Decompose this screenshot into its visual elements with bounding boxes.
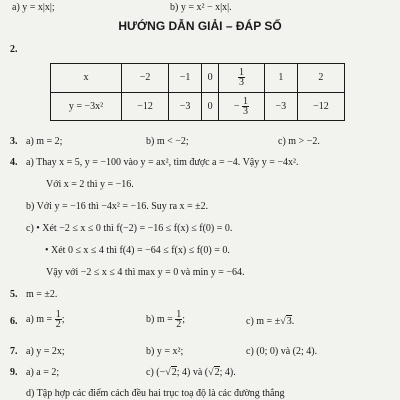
answer-7c: c) (0; 0) và (2; 4). bbox=[246, 346, 318, 357]
answer-5-number: 5. bbox=[10, 289, 18, 300]
table-cell: 1 bbox=[264, 64, 297, 93]
section-title: HƯỚNG DẪN GIẢI – ĐÁP SỐ bbox=[118, 19, 282, 33]
answer-9c: c) (−√2; 4) và (√2; 4). bbox=[146, 367, 236, 378]
answer-6-number: 6. bbox=[10, 316, 18, 327]
answer-5: m = ±2. bbox=[26, 289, 58, 300]
answer-4c-line2: • Xét 0 ≤ x ≤ 4 thì f(4) = −64 ≤ f(x) ≤ f(0) = 0. bbox=[45, 245, 230, 256]
table-cell: − $\frac{1}{3}$ bbox=[219, 92, 265, 121]
answer-3-number: 3. bbox=[10, 136, 18, 147]
answer-6c: c) m = ±√3. bbox=[246, 316, 295, 327]
table-cell: 2 bbox=[297, 64, 344, 93]
answer-7b: b) y = x²; bbox=[146, 346, 184, 357]
table-cell: −1 bbox=[169, 64, 202, 93]
answer-4-number: 4. bbox=[10, 157, 18, 168]
answer-4a-line2: Với x = 2 thì y = −16. bbox=[46, 179, 134, 190]
answer-6b: b) m = $\frac{1}{2}$ ; bbox=[146, 309, 186, 330]
table-cell: 0 bbox=[202, 92, 219, 121]
answer-7-number: 7. bbox=[10, 346, 18, 357]
table-row-x bbox=[51, 64, 345, 93]
answer-3c: c) m > −2. bbox=[278, 136, 320, 147]
sqrt-symbol: √ bbox=[280, 316, 286, 327]
table-cell: −3 bbox=[169, 92, 202, 121]
exercise-a-expression: a) y = x|x|; bbox=[12, 2, 55, 13]
answer-4a-line1: a) Thay x = 5, y = −100 vào y = ax², tìm được a = −4. Vậy y = −4x². bbox=[26, 157, 299, 168]
table-cell: −2 bbox=[122, 64, 169, 93]
answer-4c-line3: Vậy với −2 ≤ x ≤ 4 thì max y = 0 và min y = −64. bbox=[46, 267, 245, 278]
table-cell: x bbox=[51, 64, 122, 93]
answer-4c-line1: c) • Xét −2 ≤ x ≤ 0 thì f(−2) = −16 ≤ f(x) ≤ f(0) = 0. bbox=[26, 223, 233, 234]
value-table bbox=[50, 63, 345, 121]
exercise-b-expression: b) y = x² − x|x|. bbox=[170, 2, 232, 13]
table-cell: y = −3x² bbox=[51, 92, 122, 121]
answer-9-number: 9. bbox=[10, 367, 18, 378]
sqrt-symbol: √ bbox=[208, 367, 214, 378]
fraction: $\frac{1}{3}$ bbox=[243, 95, 249, 117]
table-cell: −12 bbox=[122, 92, 169, 121]
fraction: $\frac{1}{2}$ bbox=[176, 309, 182, 330]
answer-7a: a) y = 2x; bbox=[26, 346, 65, 357]
answer-3b: b) m < −2; bbox=[146, 136, 189, 147]
fraction: $\frac{1}{2}$ bbox=[55, 309, 61, 330]
table-cell: 0 bbox=[202, 64, 219, 93]
answer-3a: a) m = 2; bbox=[26, 136, 63, 147]
answer-9a: a) a = 2; bbox=[26, 367, 60, 378]
table-cell: −3 bbox=[264, 92, 297, 121]
answer-6a: a) m = $\frac{1}{2}$ ; bbox=[26, 309, 65, 330]
table-cell bbox=[219, 64, 265, 93]
answer-2-number: 2. bbox=[10, 44, 18, 55]
answer-9d: d) Tập hợp các điểm cách đều hai trục toạ độ là các đường thẳng bbox=[26, 388, 285, 399]
sqrt-symbol: √ bbox=[165, 367, 171, 378]
fraction: $\frac{1}{3}$ bbox=[238, 67, 244, 89]
answer-4b: b) Với y = −16 thì −4x² = −16. Suy ra x = ±2. bbox=[26, 201, 209, 212]
table-cell: −12 bbox=[297, 92, 344, 121]
table-row-y bbox=[51, 92, 345, 121]
